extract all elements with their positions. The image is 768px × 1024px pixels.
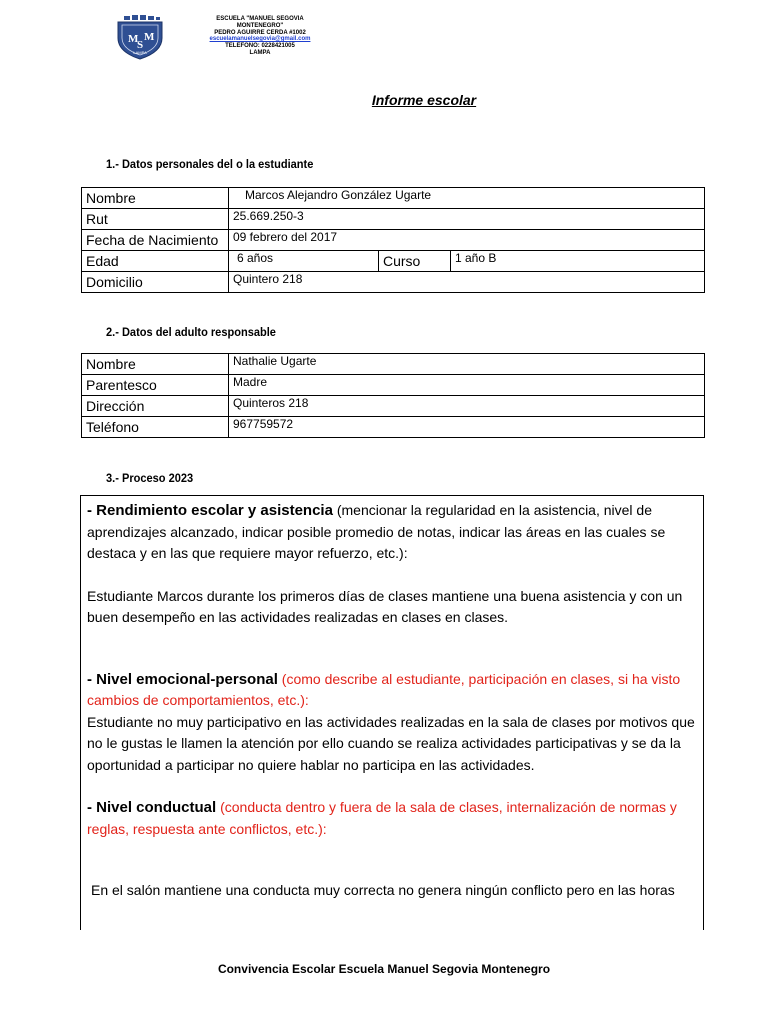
school-phone: TELEFONO: 0228421005	[225, 43, 295, 50]
conductual-text: En el salón mantiene una conducta muy correcta no genera ningún conflicto pero en las horas	[91, 882, 675, 898]
rendimiento-title: - Rendimiento escolar y asistencia	[87, 502, 333, 519]
emocional-title: - Nivel emocional-personal	[87, 670, 278, 688]
school-header	[190, 16, 330, 57]
logo-text: LAMPA	[133, 50, 147, 55]
table-row	[82, 375, 705, 396]
label-curso: Curso	[379, 251, 451, 272]
label-rut: Rut	[82, 209, 229, 230]
school-email-link[interactable]: escuelamanuelsegovia@gmail.com	[209, 36, 311, 43]
value-rut: 25.669.250-3	[229, 209, 705, 230]
emocional-paragraph	[87, 669, 697, 712]
value-telefono: 967759572	[229, 417, 705, 438]
rendimiento-text: Estudiante Marcos durante los primeros días de clases mantiene una buena asistencia y con un buen desempeño en las actividades realizadas en clases en clases.	[87, 587, 683, 625]
page-footer: Convivencia Escolar Escuela Manuel Segovia Montenegro	[217, 962, 551, 976]
school-name-line2: MONTENEGRO"	[236, 22, 284, 29]
proceso-box	[80, 495, 704, 930]
table-row	[82, 417, 705, 438]
emocional-text: Estudiante no muy participativo en las actividades realizadas en la sala de clases por motivos que no le gustas le llamen la atención por ello cuando se realiza actividades participativas y se da la oportunidad a participar no quiere hablar no participa en las actividades.	[87, 713, 695, 773]
logo-initial-1: M	[128, 33, 139, 45]
label-domicilio: Domicilio	[82, 272, 229, 293]
logo-initial-3: M	[144, 31, 155, 43]
table-row	[82, 209, 705, 230]
label-telefono: Teléfono	[82, 417, 229, 438]
label-edad: Edad	[82, 251, 229, 272]
table-row	[82, 396, 705, 417]
label-direccion: Dirección	[82, 396, 229, 417]
table-row	[82, 272, 705, 293]
guardian-data-table	[81, 353, 705, 438]
rendimiento-hint: (mencionar la regularidad en la asistencia, nivel de aprendizajes alcanzado, indicar posible promedio de notas, indicar las áreas en las cuales se destaca y en las que requiere mayor refuerzo, etc.):	[87, 502, 666, 561]
label-parentesco: Parentesco	[82, 375, 229, 396]
emocional-hint: (como describe al estudiante, participación en clases, si ha visto cambios de comportamientos, etc.):	[87, 670, 681, 708]
value-edad: 6 años	[229, 251, 379, 272]
conductual-paragraph	[87, 797, 697, 840]
value-direccion: Quinteros 218	[229, 396, 705, 417]
value-parentesco: Madre	[229, 375, 705, 396]
table-row	[82, 251, 705, 272]
section-heading-personal-data: 1.- Datos personales del o la estudiante	[106, 157, 314, 171]
section-heading-proceso: 3.- Proceso 2023	[106, 471, 194, 485]
section-heading-guardian-data: 2.- Datos del adulto responsable	[106, 325, 276, 339]
logo-initial-2: S	[137, 39, 144, 51]
value-nombre: Marcos Alejandro González Ugarte	[229, 188, 705, 209]
rendimiento-paragraph	[87, 500, 697, 565]
school-address: PEDRO AGUIRRE CERDA #1002	[214, 29, 306, 36]
label-guardian-nombre: Nombre	[82, 354, 229, 375]
label-fecha-nacimiento: Fecha de Nacimiento	[82, 230, 229, 251]
value-fecha-nacimiento: 09 febrero del 2017	[229, 230, 705, 251]
document-title: Informe escolar	[371, 92, 477, 108]
value-domicilio: Quintero 218	[229, 272, 705, 293]
label-nombre: Nombre	[82, 188, 229, 209]
value-curso: 1 año B	[451, 251, 705, 272]
school-name-line1: ESCUELA "MANUEL SEGOVIA	[216, 16, 304, 22]
table-row	[82, 188, 705, 209]
school-city: LAMPA	[249, 49, 271, 56]
conductual-hint: (conducta dentro y fuera de la sala de clases, internalización de normas y reglas, respuesta ante conflictos, etc.):	[87, 799, 677, 837]
value-guardian-nombre: Nathalie Ugarte	[229, 354, 705, 375]
table-row	[82, 230, 705, 251]
table-row	[82, 354, 705, 375]
student-data-table	[81, 187, 705, 293]
conductual-title: - Nivel conductual	[87, 799, 217, 816]
school-logo-icon	[112, 14, 168, 60]
